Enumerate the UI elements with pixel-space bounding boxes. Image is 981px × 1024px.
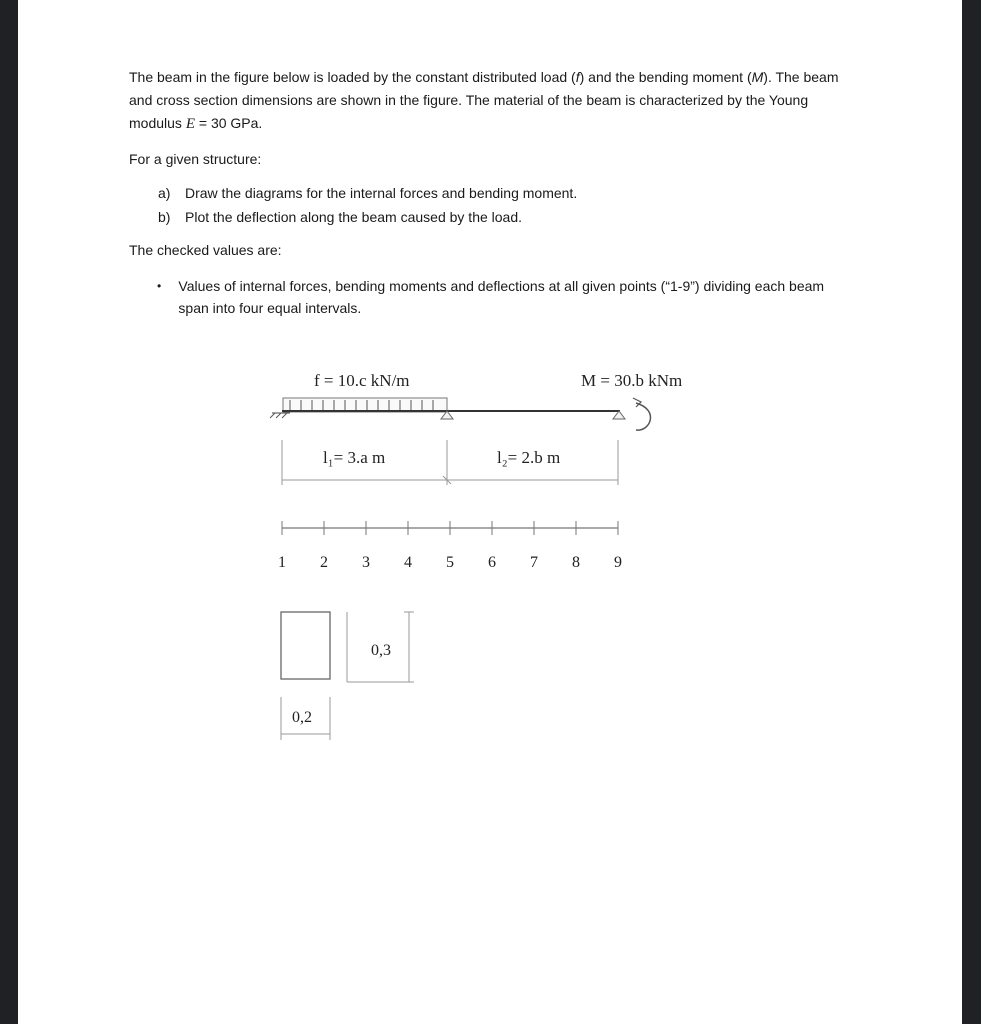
cross-section [281,612,330,679]
task-item: a) Draw the diagrams for the internal forces and bending moment. [158,185,578,201]
point-label: 2 [320,554,328,571]
task-item: b) Plot the deflection along the beam caused by the load. [158,209,523,225]
point-axis [282,521,618,535]
point-label: 6 [488,554,496,571]
point-label: 8 [572,554,580,571]
intro-line: For a given structure: [129,151,262,167]
moment-label: M = 30.b kNm [581,371,683,390]
checked-value-item: • Values of internal forces, bending moments and deflections at all given points (“1-9”) dividing each beam span into four equal intervals. [157,278,825,316]
point-label: 1 [278,554,286,571]
section-height-label: 0,3 [371,642,391,659]
span1-label: l₁= 3.a m [323,448,386,467]
point-label: 5 [446,554,454,571]
distributed-load [283,398,447,412]
point-label: 3 [362,554,370,571]
problem-description: The beam in the figure below is loaded by the constant distributed load (f) and the bending moment (M). The beam and cross section dimensions are shown in the figure. The material of the beam is characterized by the Young modulus E = 30 GPa. [129,69,839,132]
moment-arrow [636,403,650,430]
point-label: 9 [614,554,622,571]
right-support [613,411,625,419]
point-label: 4 [404,554,412,571]
section-width-label: 0,2 [292,709,312,726]
span2-label: l₂= 2.b m [497,448,561,467]
checked-values-heading: The checked values are: [129,242,282,258]
load-label: f = 10.c kN/m [314,371,410,390]
fixed-support [270,413,290,418]
point-label: 7 [530,554,538,571]
